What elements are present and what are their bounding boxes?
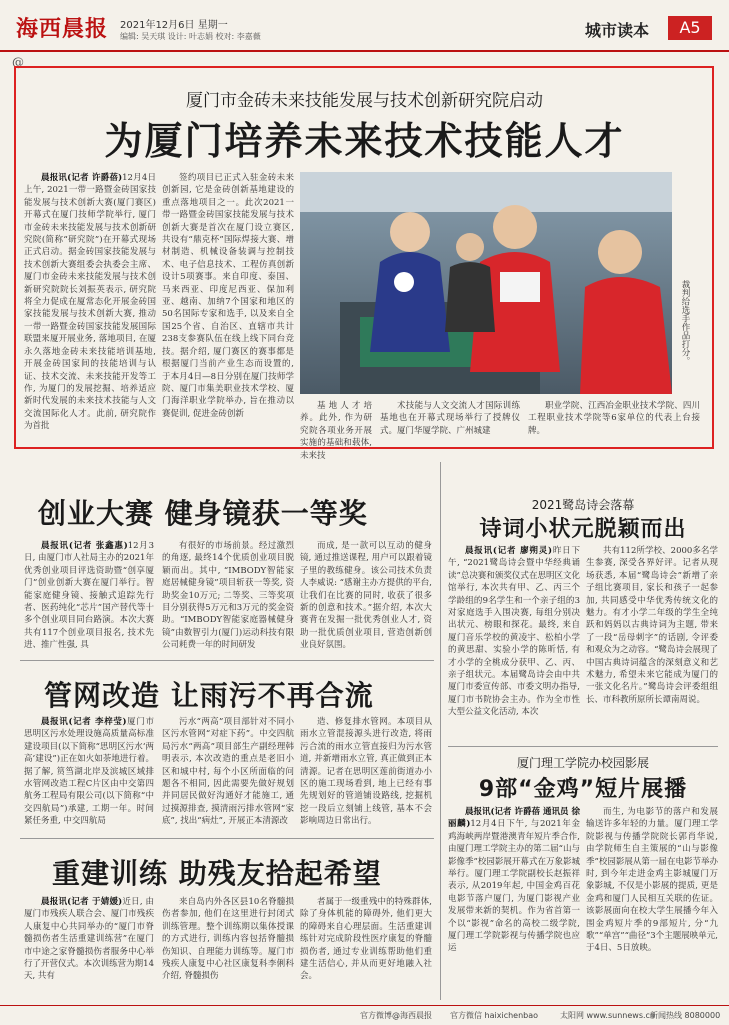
story3-headline: 诗词小状元脱颖而出 <box>479 517 687 542</box>
top-story-photo <box>300 172 672 394</box>
footer-weibo: 官方微博@海西晨报 <box>360 1011 432 1020</box>
story6-column-2: 来自岛内外各区县10名脊髓损伤者参加, 他们在这里进行封闭式训练管理。整个训练期以集体授课的方式进行, 训练内容包括脊髓损伤知识、自理能力训练等。厦门市残疾人康复中心社区康复科李俐科介绍, 脊髓损伤 <box>162 897 294 982</box>
issue-date: 2021年12月6日 星期一 <box>120 20 228 31</box>
photo-caption: 裁判给选手作品打分。 <box>680 280 690 365</box>
top-story-column-2: 签约项目已正式入驻金砖未来创新园, 它是金砖创新基地建设的重点落地项目之一。此次2021一带一路暨金砖国家技能发展与技术创新大赛是首次在厦门设立赛区, 共设有“鼎克杯”国际焊接大赛、增材制造、机械设备装调与控制技术、电子信息技术、工程仿真创新设计5项赛事。来自印度、泰国、马来西亚、印度尼西亚、保加利亚、越南、加纳7个国家和地区的50名国际专家和选手, 以及来自全国25个省、自治区、直辖市共计238支参赛队伍在线上线下同台竞技。据介绍, 厦门赛区的赛事都是根据厦门当前产业生态而设置的, 于本月4日—8日分别在厦门技师学院、厦门市集美职业技术学校、厦门海洋职业学院举办, 旨在推动以赛促训, 促进金砖创新 <box>162 173 294 419</box>
story2-headline: 创业大赛 健身镜获一等奖 <box>38 497 368 530</box>
story3-column-1: 晨报讯(记者 廖朔灵)昨日下午, “2021鹭岛诗会暨中华经典诵读”总决赛和颁奖仪式在思明区文化馆举行, 本次共有甲、乙、丙三个学龄组的9名学生和一个亲子组的3对家庭选手入围决赛, 每组分别决出状元、榜眼和探花。最终, 来自厦门音乐学校的黄凌宇、松柏小学的黄思甜、实验小学的陈昕恬, 有才小学的全桃成分获甲、乙、丙、亲子组状元。本届鹭岛诗会由中共厦门市委宣传部、市委文明办指导, 厦门市书院协会主办。作为全市性大型公益文化活动, 本次 <box>448 546 580 718</box>
story6-column-1: 晨报讯(记者 于婧媛)近日, 由厦门市残疾人联合会、厦门市残疾人康复中心共同举办的“厦门市脊髓损伤者生活重建训练营”在厦门市中途之家脊髓损伤者服务中心举行了开营仪式。本次训练营为期14天, 共有 <box>24 897 154 982</box>
page-header <box>0 0 729 52</box>
story4-column-3: 造、修复排水管网。本项目从雨水立管混接源头进行改造, 将雨污合流的雨水立管直接归为污水管道, 并新增雨水立管, 真正做到正本清源。记者在思明区莲前街道办小区的施工现场看到, 地上已经有事先规划好的管道铺设路线, 挖掘机挖一段后立刻铺上线管, 基本不会影响周边日常出行。 <box>300 717 432 827</box>
section-divider <box>20 838 434 839</box>
footer-website: 太阳网 www.sunnews.cn <box>560 1011 656 1020</box>
contest-photo-image <box>300 172 672 394</box>
at-icon: @ <box>12 55 24 69</box>
story3-column-2: 共有112所学校、2000多名学生参赛, 深受各界好评。记者从现场获悉, 本届“鹭岛诗会”新增了亲子组比赛项目, 家长和孩子一起参加, 共同感受中华优秀传统文化的魅力。有才小学二年级的学生全纯跃和妈妈以古典诗词为主题, 带来了一段“岳母刺字”的话剧, 令评委和观众为之动容。“鹭岛诗会展现了中国古典诗词蕴含的深刻意义和艺术魅力, 希望未来它能成为厦门的一张文化名片。”鹭岛诗会评委组组长、市科教所原所长谭南周说。 <box>586 546 718 705</box>
top-story-column-1: 晨报讯(记者 许爵蓓)12月4日上午, 2021一带一路暨金砖国家技能发展与技术创新大赛(厦门赛区)开幕式在厦门技师学院举行, 厦门市金砖未来技能发展与技术创新研究院(简称“研究院”)在开幕式现场正式启动。据金砖国家技能发展与技术创新大赛组委会执委会主席、厦门市金砖未来技能发展与技术创新研究院院长刘振英表示, 研究院将全力促成在厦常态化开展金砖国家技能发展与技术创新大赛, 推动一带一路暨金砖国家技能发展国际联盟来厦开展业务, 落地项目, 在厦永久落地金砖未来技能培训基地, 开展金砖国家间的技能培训与认证、技术交流、未来技能开发等工作, 为厦门的发展挖掘、培养适应新时代发展的未来技术技能与人文交流国际化人才。此前, 研究院作为首批 <box>24 173 156 432</box>
story3-kicker: 2021鹭岛诗会落幕 <box>531 498 635 512</box>
story5-column-1: 晨报讯(记者 许爵蓓 通讯员 徐丽麟)12月4日下午, 与2021年金鸡海峡两岸暨港澳青年短片季合作, 由厦门理工学院主办的第二届“山与影像季”校园影展开幕式在万象影城举行。厦门理工学院副校长赵振祥表示, 从2019年起, 中国金鸡百花电影节落户厦门, 为厦门影视产业发展带来新的契机。作为省首第一个以“影视”命名的高校二级学院, 厦门理工学院影视与传播学院也应运 <box>448 807 580 954</box>
footer-hotline: 新闻热线 8080000 <box>650 1011 721 1020</box>
footer-wechat: 官方微信 haixichenbao <box>450 1011 539 1020</box>
column-divider <box>440 462 441 1000</box>
story5-kicker: 厦门理工学院办校园影展 <box>516 756 649 770</box>
top-story-headline: 为厦门培养未来技术技能人才 <box>104 119 625 163</box>
story4-column-2: 污水“两高”项目部针对不同小区污水管网“对症下药”。中交四航局污水“两高”项目部生产副经理韩明表示, 本次改造的重点是老旧小区和城中村, 每个小区所面临的问题各不相同, 因此需要先做好规划并同居民做好沟通好才能施工, 通过摸源排查, 摸清雨污排水管网“家底”, 找出“病灶”, 开展正本清源改 <box>162 717 294 827</box>
page-footer <box>0 1005 729 1025</box>
story2-column-2: 有很好的市场前景。经过激烈的角逐, 最终14个优质创业项目脱颖而出。其中, “IMBODY智能家庭居械健身镜”项目斩获一等奖, 资助奖金10万元; 二等奖、三等奖项目分别获得5万元和3万元的奖金资助。“IMBODY智能家庭器械健身镜”由数智引力(厦门)运动科技有限公司耗费一年的时间研发 <box>162 541 294 651</box>
story5-headline: 9部“金鸡”短片展播 <box>478 777 688 802</box>
story4-headline: 管网改造 让雨污不再合流 <box>44 679 374 712</box>
section-divider <box>20 660 434 661</box>
top-story-column-3: 基地人才培养。此外, 作为研究院各项业务开展实施的基础和载体, 未来技 <box>300 401 372 461</box>
story2-column-3: 而成, 是一款可以互动的健身镜, 通过推送课程, 用户可以跟着镜子里的教练健身。该公司技术负责人李威说: “感谢主办方提供的平台, 让我们在比赛的同时, 收获了很多新的创意和技术。”据介绍, 本次大赛背在发掘一批优秀创业人才, 资助一批优质创业项目, 营造创新创业良好氛围。 <box>300 541 432 651</box>
story2-column-1: 晨报讯(记者 张鑫惠)12月3日, 由厦门市人社局主办的2021年优秀创业项目评选资助暨“创享厦门”创业创新大赛在厦门举行。智能家庭健身镜、接触式追踪先行者、医药纯化“芯片”国产替代等十多个创业项目同台路演。本次大赛共有117个创业项目报名, 技术先进、推广性强, 具 <box>24 541 154 651</box>
editor-credits: 编辑: 吴天琪 设计: 叶志娟 校对: 李嘉薇 <box>120 32 261 41</box>
top-story-column-5: 职业学院、江西冶金职业技术学院、四川工程职业技术学院等6家单位的代表上台接牌。 <box>528 401 700 436</box>
top-story-lead: 晨报讯(记者 许爵蓓) <box>41 173 123 183</box>
top-story-column-4: 术技能与人文交流人才国际训练基地也在开幕式现场举行了授牌仪式。厦门华厦学院、广州城建 <box>380 401 520 436</box>
story5-column-2: 而生, 为电影节的落户和发展输送许多年轻的力量。厦门理工学院影视与传播学院院长郭肖华说, 由学院师生自主策展的“山与影像季”校园影展从第一届在电影节举办时, 到今年走进金鸡主影城厦门万象影城, 不仅是小影展的提质, 更是金鸡和厦门人民相互关联的佐证。该影展面向在校大学生展播今年入围金鸡短片季的9部短片, 分“九歌”“单宫”“曲径”3个主题展映单元, 于4日、5日放映。 <box>586 807 718 954</box>
section-name: 城市读本 <box>585 21 650 40</box>
story4-column-1: 晨报讯(记者 李梓莹)厦门市思明区污水处理设施高质量高标准建设项目(以下简称“思明区污水‘两高’建设”)正在如火如荼地进行着。据了解, 筼筜湖北岸及滨城区域排水管网改造工程C片区由中交第四航务工程局有限公司(以下简称“中交四航局”)承建, 工期一年。时间紧任务重, 中交四航局 <box>24 717 154 827</box>
story6-headline: 重建训练 助残友拾起希望 <box>52 857 382 890</box>
section-divider <box>448 746 718 747</box>
page-number-badge: A5 <box>668 16 712 40</box>
story6-column-3: 者属于一级重残中的特殊群体, 除了身体机能的障碍外, 他们更大的障碍来自心理层面。生活重建训练针对完成阶段性医疗康复的脊髓损伤者, 通过专业训练帮助他们重建生活信心, 并从而更好地融入社会。 <box>300 897 432 982</box>
masthead-logo: 海西晨报 <box>16 17 109 42</box>
top-story-kicker: 厦门市金砖未来技能发展与技术创新研究院启动 <box>186 91 543 111</box>
